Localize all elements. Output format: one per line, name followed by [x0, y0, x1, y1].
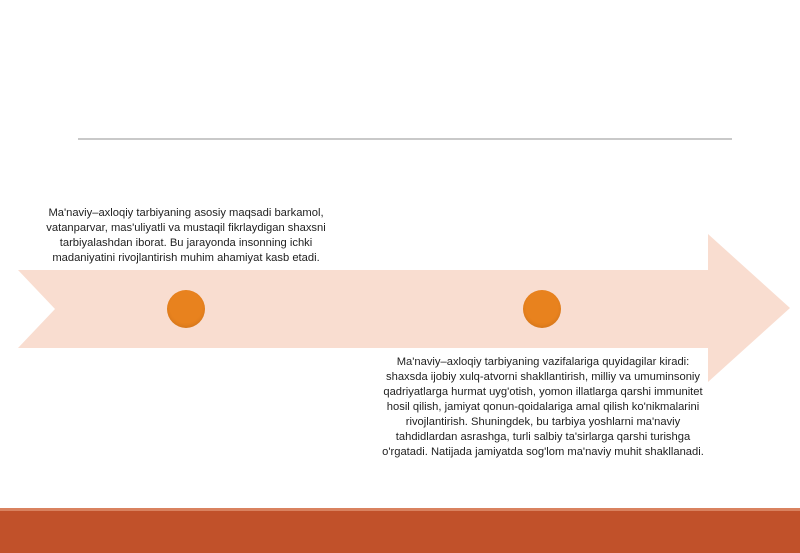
timeline-marker-2	[523, 290, 561, 328]
timeline-marker-1	[167, 290, 205, 328]
timeline-text-1: Ma'naviy–axloqiy tarbiyaning asosiy maqsadi barkamol, vatanparvar, mas'uliyatli va mustaqil fikrlaydigan shaxsni tarbiyalashdan iborat. Bu jarayonda insonning ichki madaniyatini rivojlantirish muhim ahamiyat kasb etadi.	[46, 207, 326, 264]
footer-bar	[0, 511, 800, 553]
timeline-text-2: Ma'naviy–axloqiy tarbiyaning vazifalariga quyidagilar kiradi: shaxsda ijobiy xulq-atvorni shakllantirish, milliy va umuminsoniy qadriyatlarga hurmat uyg'otish, yomon illatlarga qarshi immunitet hosil qilish, jamiyat qonun-qoidalariga amal qilish ko'nikmalarini rivojlantirish. Shuningdek, bu tarbiya yoshlarni ma'naviy tahdidlardan asrashga, turli salbiy ta'sirlarga qarshi turishga o'rgatadi. Natijada jamiyatda sog'lom ma'naviy muhit shakllanadi.	[382, 356, 704, 458]
